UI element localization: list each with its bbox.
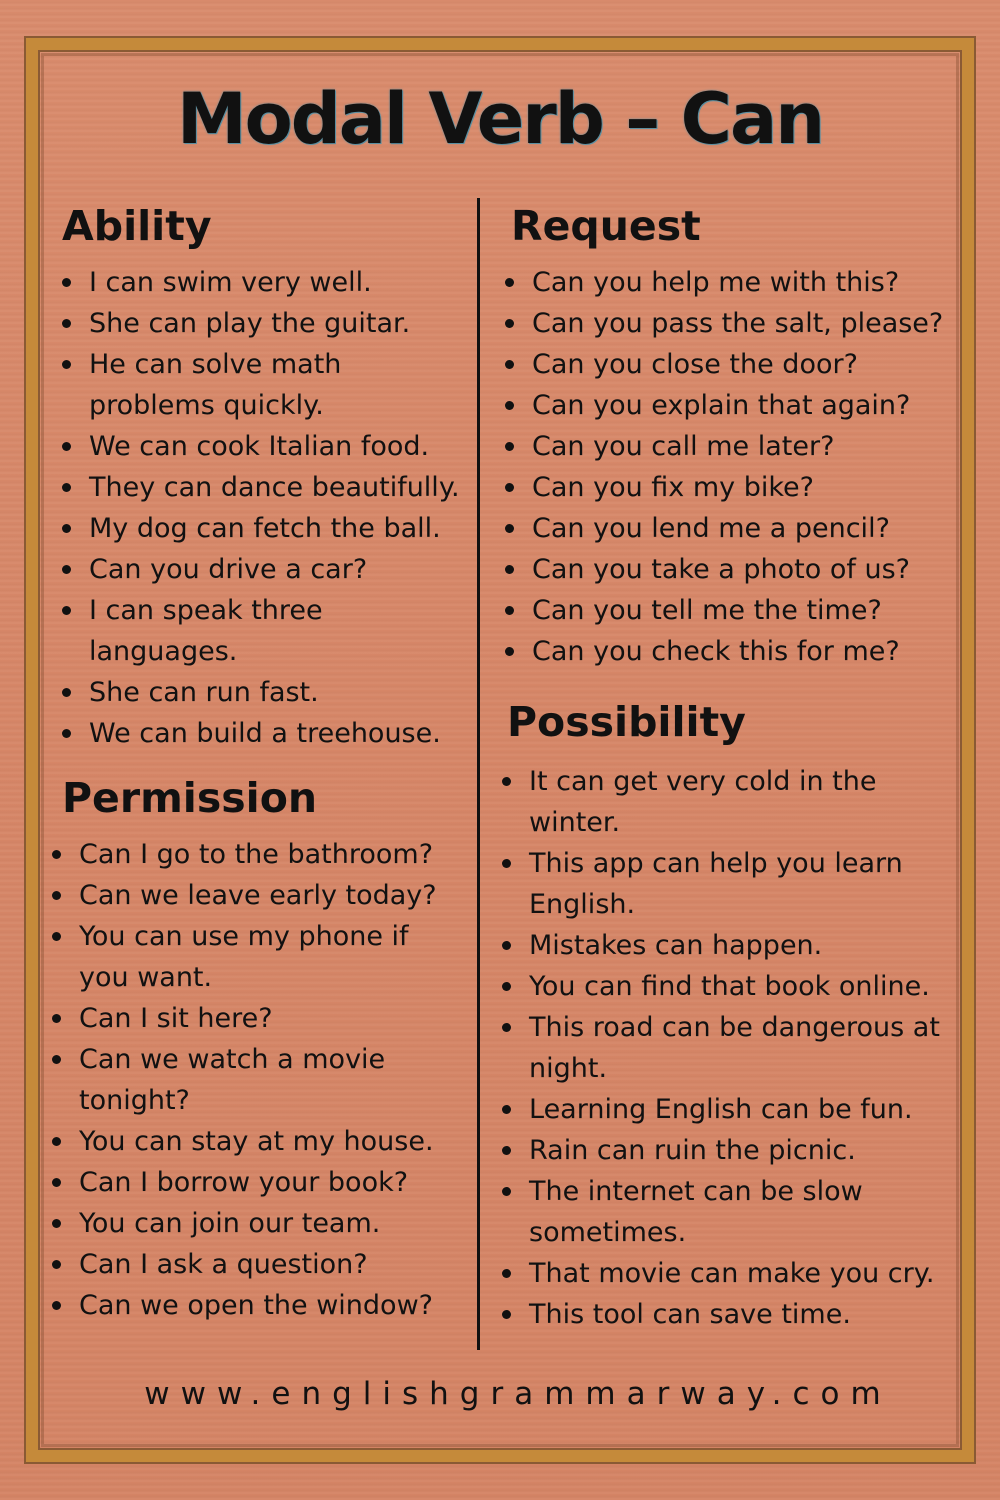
list-item — [502, 925, 940, 966]
list-item-text: you want. — [79, 962, 213, 993]
list-item — [502, 1130, 940, 1171]
example-list — [62, 262, 460, 754]
list-item — [52, 1203, 437, 1244]
list-item — [502, 1089, 940, 1130]
list-item — [52, 1162, 437, 1203]
section-heading: Permission — [62, 774, 318, 822]
section-ability — [62, 198, 460, 754]
list-item-text: This road can be dangerous at — [529, 1012, 940, 1043]
example-list — [502, 761, 940, 1335]
list-item-text: Can I go to the bathroom? — [79, 839, 434, 870]
list-item-text: tonight? — [79, 1085, 190, 1116]
list-item — [62, 590, 460, 672]
list-item — [62, 303, 460, 344]
list-item-text: languages. — [89, 636, 238, 667]
list-item — [502, 1007, 940, 1089]
list-item-text: My dog can fetch the ball. — [89, 513, 441, 544]
list-item — [502, 843, 940, 925]
list-item — [52, 916, 437, 998]
list-item-text: problems quickly. — [89, 390, 324, 421]
list-item-text: Can you help me with this? — [532, 267, 900, 298]
list-item — [502, 966, 940, 1007]
list-item-text: Can you close the door? — [532, 349, 858, 380]
list-item — [62, 549, 460, 590]
list-item-text: I can swim very well. — [89, 267, 372, 298]
list-item-text: Mistakes can happen. — [529, 930, 823, 961]
list-item — [52, 1121, 437, 1162]
list-item — [52, 998, 437, 1039]
list-item — [52, 875, 437, 916]
list-item — [505, 631, 943, 672]
example-list — [52, 834, 437, 1326]
list-item-text: You can join our team. — [79, 1208, 381, 1239]
list-item-text: That movie can make you cry. — [529, 1258, 935, 1289]
list-item-text: This tool can save time. — [529, 1299, 851, 1330]
list-item-text: Learning English can be fun. — [529, 1094, 913, 1125]
list-item-text: You can stay at my house. — [79, 1126, 434, 1157]
list-item-text: They can dance beautifully. — [89, 472, 460, 503]
list-item-text: Can you lend me a pencil? — [532, 513, 890, 544]
list-item-text: Can we watch a movie — [79, 1044, 386, 1075]
website-url: www.englishgrammarway.com — [144, 1376, 892, 1412]
list-item-text: This app can help you learn — [529, 848, 903, 879]
list-item-text: Can you fix my bike? — [532, 472, 814, 503]
section-heading: Ability — [62, 202, 212, 250]
list-item — [505, 426, 943, 467]
list-item-text: He can solve math — [89, 349, 342, 380]
list-item-text: Rain can ruin the picnic. — [529, 1135, 856, 1166]
list-item-text: Can I sit here? — [79, 1003, 273, 1034]
list-item-text: Can you drive a car? — [89, 554, 368, 585]
list-item-text: English. — [529, 889, 636, 920]
list-item-text: Can I ask a question? — [79, 1249, 368, 1280]
list-item — [502, 1171, 940, 1253]
list-item-text: We can cook Italian food. — [89, 431, 430, 462]
list-item-text: Can you explain that again? — [532, 390, 911, 421]
page-title: Modal Verb – Can — [176, 78, 824, 160]
list-item-text: We can build a treehouse. — [89, 718, 441, 749]
section-permission — [62, 770, 437, 1326]
list-item — [502, 1294, 940, 1335]
list-item — [505, 590, 943, 631]
list-item-text: She can run fast. — [89, 677, 319, 708]
list-item-text: sometimes. — [529, 1217, 687, 1248]
list-item-text: Can we open the window? — [79, 1290, 433, 1321]
list-item — [62, 508, 460, 549]
list-item — [505, 549, 943, 590]
list-item — [505, 385, 943, 426]
list-item — [62, 467, 460, 508]
section-heading: Request — [511, 202, 701, 250]
list-item-text: It can get very cold in the — [529, 766, 877, 797]
section-request — [511, 198, 943, 672]
list-item — [505, 262, 943, 303]
list-item-text: Can you take a photo of us? — [532, 554, 910, 585]
list-item-text: I can speak three — [89, 595, 323, 626]
list-item-text: Can you pass the salt, please? — [532, 308, 944, 339]
list-item — [62, 262, 460, 303]
list-item — [52, 834, 437, 875]
list-item-text: She can play the guitar. — [89, 308, 411, 339]
list-item — [505, 303, 943, 344]
section-possibility — [507, 694, 940, 1335]
list-item — [502, 1253, 940, 1294]
column-divider — [477, 198, 480, 1350]
list-item-text: Can I borrow your book? — [79, 1167, 409, 1198]
section-heading: Possibility — [507, 698, 746, 746]
list-item-text: winter. — [529, 807, 621, 838]
list-item — [505, 467, 943, 508]
list-item — [62, 672, 460, 713]
list-item — [52, 1039, 437, 1121]
list-item-text: Can we leave early today? — [79, 880, 437, 911]
list-item — [505, 344, 943, 385]
example-list — [505, 262, 943, 672]
list-item — [62, 344, 460, 426]
list-item-text: Can you call me later? — [532, 431, 835, 462]
list-item — [502, 761, 940, 843]
list-item-text: Can you tell me the time? — [532, 595, 882, 626]
list-item-text: You can find that book online. — [529, 971, 930, 1002]
list-item — [52, 1244, 437, 1285]
list-item — [62, 426, 460, 467]
list-item-text: The internet can be slow — [529, 1176, 863, 1207]
list-item-text: You can use my phone if — [79, 921, 409, 952]
list-item — [62, 713, 460, 754]
list-item-text: night. — [529, 1053, 608, 1084]
list-item — [505, 508, 943, 549]
list-item-text: Can you check this for me? — [532, 636, 900, 667]
list-item — [52, 1285, 437, 1326]
